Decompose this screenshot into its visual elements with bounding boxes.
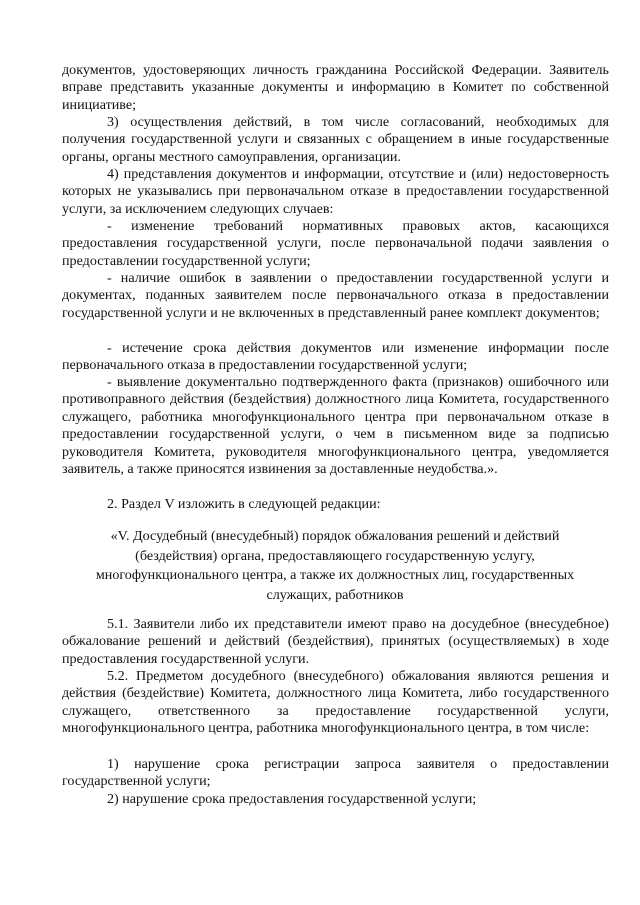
paragraph-case-3: - истечение срока действия документов или изменение информации после первоначального отказа в предоставлении государственной услуги; bbox=[62, 340, 609, 374]
paragraph-continuation: документов, удостоверяющих личность гражданина Российской Федерации. Заявитель вправе представить указанные документы и информацию в Комитет по собственной инициативе; bbox=[62, 62, 609, 113]
paragraph-5-2: 5.2. Предметом досудебного (внесудебного) обжалования являются решения и действия (бездействие) Комитета, должностного лица Комитета, либо государственного служащего, ответственного за предоставление государственной услуги, многофункционального центра, работника многофункционального центра, в том числе: bbox=[62, 668, 609, 737]
paragraph-case-2: - наличие ошибок в заявлении о предоставлении государственной услуги и документах, поданных заявителем после первоначального отказа в предоставлении государственной услуги и не включенных в представленный ранее комплект документов; bbox=[62, 270, 609, 321]
paragraph-5-1: 5.1. Заявители либо их представители имеют право на досудебное (внесудебное) обжалование решений и действий (бездействия), принятых (осуществляемых) в ходе предоставления государственной услуги. bbox=[62, 616, 609, 667]
paragraph-case-4: - выявление документально подтвержденного факта (признаков) ошибочного или противоправного действия (бездействия) должностного лица Комитета, государственного служащего, работника многофункционального центра при первоначальном отказе в предоставлении государственной услуги, о чем в письменном виде за подписью руководителя Комитета, руководителя многофункционального центра, уведомляется заявитель, а также приносятся извинения за доставленные неудобства.». bbox=[62, 374, 609, 478]
paragraph-violation-1: 1) нарушение срока регистрации запроса заявителя о предоставлении государственной услуги; bbox=[62, 756, 609, 790]
paragraph-violation-2: 2) нарушение срока предоставления государственной услуги; bbox=[107, 791, 477, 807]
paragraph-section-2: 2. Раздел V изложить в следующей редакции: bbox=[107, 496, 381, 512]
paragraph-item-4: 4) представления документов и информации, отсутствие и (или) недостоверность которых не указывались при первоначальном отказе в предоставлении государственной услуги, за исключением следующих случаев: bbox=[62, 166, 609, 217]
paragraph-case-1: - изменение требований нормативных правовых актов, касающихся предоставления государственной услуги, после первоначальной подачи заявления о предоставлении государственной услуги; bbox=[62, 218, 609, 269]
paragraph-item-3: 3) осуществления действий, в том числе согласований, необходимых для получения государственной услуги и связанных с обращением в иные государственные органы, органы местного самоуправления, организации. bbox=[62, 114, 609, 165]
section-heading: «V. Досудебный (внесудебный) порядок обжалования решений и действий (бездействия) органа, предоставляющего государственную услугу, многофункционального центра, а также их должностных лиц, государственных служащих, работников bbox=[95, 528, 575, 603]
